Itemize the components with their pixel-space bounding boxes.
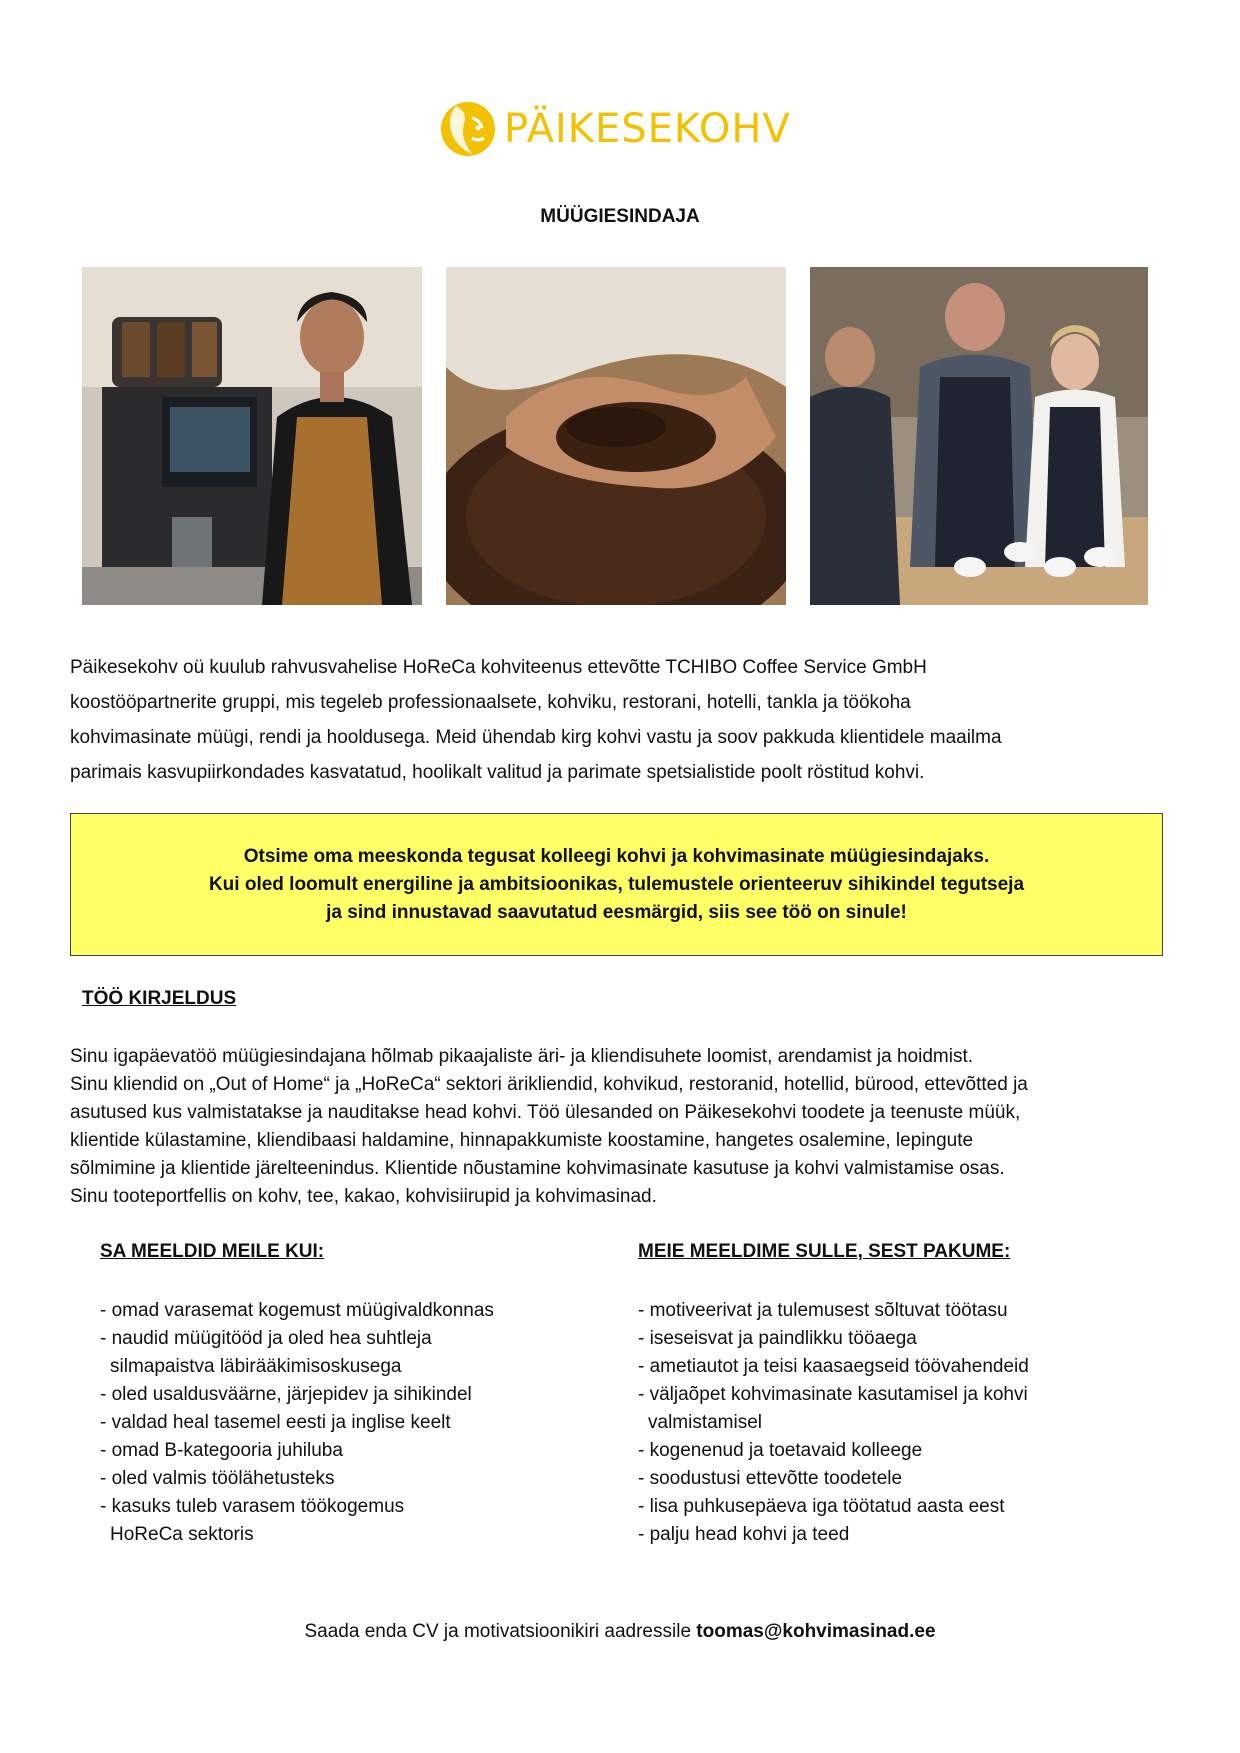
description-line: klientide külastamine, kliendibaasi haldamine, hinnapakkumiste koostamine, hangetes osalemine, lepingute bbox=[70, 1130, 974, 1151]
list-item: - lisa puhkusepäeva iga töötatud aasta eest bbox=[638, 1496, 1005, 1517]
highlight-line: ja sind innustavad saavutatud eesmärgid, siis see töö on sinule! bbox=[326, 901, 907, 923]
description-line: sõlmimine ja klientide järelteenindus. Klientide nõustamine kohvimasinate kasutuse ja kohvi valmistamise osas. bbox=[70, 1158, 1005, 1179]
list-item: - iseseisvat ja paindlikku tööaega bbox=[638, 1328, 917, 1349]
description-line: Sinu tooteportfellis on kohv, tee, kakao, kohvisiirupid ja kohvimasinad. bbox=[70, 1186, 657, 1207]
contact-email[interactable]: toomas@kohvimasinad.ee bbox=[696, 1621, 936, 1642]
requirements-list bbox=[100, 1297, 580, 1549]
sun-face-logo-icon bbox=[438, 98, 498, 160]
highlight-line: Otsime oma meeskonda tegusat kolleegi kohvi ja kohvimasinate müügiesindajaks. bbox=[243, 845, 990, 867]
list-item: - motiveerivat ja tulemusest sõltuvat töötasu bbox=[638, 1300, 1008, 1321]
list-item: - kasuks tuleb varasem töökogemus bbox=[100, 1496, 405, 1517]
list-item: - väljaõpet kohvimasinate kasutamisel ja kohvi bbox=[638, 1384, 1028, 1405]
requirements-heading: SA MEELDID MEILE KUI: bbox=[100, 1241, 325, 1262]
list-item: - palju head kohvi ja teed bbox=[638, 1524, 850, 1545]
page-title: MÜÜGIESINDAJA bbox=[540, 206, 700, 227]
contact-footer bbox=[0, 1621, 1240, 1643]
barista-coffee-machine-photo bbox=[82, 267, 422, 605]
list-item: - oled usaldusväärne, järjepidev ja sihikindel bbox=[100, 1384, 472, 1405]
list-item-continuation: silmapaistva läbirääkimisoskusega bbox=[110, 1356, 402, 1377]
highlight-box bbox=[70, 813, 1163, 956]
contact-text: Saada enda CV ja motivatsioonikiri aadressile bbox=[304, 1621, 697, 1642]
offers-heading: MEIE MEELDIME SULLE, SEST PAKUME: bbox=[638, 1241, 1011, 1262]
intro-line: koostööpartnerite gruppi, mis tegeleb professionaalsete, kohviku, restorani, hotelli, tankla ja töökoha bbox=[70, 692, 911, 713]
logo-text: PÄIKESEKOHV bbox=[504, 106, 791, 152]
list-item: - oled valmis töölähetusteks bbox=[100, 1468, 335, 1489]
intro-line: kohvimasinate müügi, rendi ja hooldusega. Meid ühendab kirg kohvi vastu ja soov pakkuda klientidele maailma bbox=[70, 727, 1002, 748]
list-item-continuation: valmistamisel bbox=[648, 1412, 763, 1433]
list-item: - omad varasemat kogemust müügivaldkonnas bbox=[100, 1300, 494, 1321]
list-item: - omad B-kategooria juhiluba bbox=[100, 1440, 343, 1461]
highlight-line: Kui oled loomult energiline ja ambitsioonikas, tulemustele orienteeruv sihikindel tegutseja bbox=[208, 873, 1025, 895]
company-logo bbox=[438, 96, 798, 162]
intro-line: Päikesekohv oü kuulub rahvusvahelise HoReCa kohviteenus ettevõtte TCHIBO Coffee Service GmbH bbox=[70, 657, 927, 678]
description-line: Sinu kliendid on „Out of Home“ ja „HoReCa“ sektori ärikliendid, kohvikud, restoranid, hotellid, bürood, ettevõtted ja bbox=[70, 1074, 1028, 1095]
list-item: - naudid müügitööd ja oled hea suhtleja bbox=[100, 1328, 432, 1349]
list-item: - valdad heal tasemel eesti ja inglise keelt bbox=[100, 1412, 451, 1433]
description-line: asutused kus valmistatakse ja nauditakse head kohvi. Töö ülesanded on Päikesekohvi toodete ja teenuste müük, bbox=[70, 1102, 1021, 1123]
list-item: - ametiautot ja teisi kaasaegseid töövahendeid bbox=[638, 1356, 1029, 1377]
list-item-continuation: HoReCa sektoris bbox=[110, 1524, 254, 1545]
description-line: Sinu igapäevatöö müügiesindajana hõlmab pikaajaliste äri- ja kliendisuhete loomist, arendamist ja hoidmist. bbox=[70, 1046, 974, 1067]
intro-paragraph bbox=[70, 650, 1170, 790]
list-item: - soodustusi ettevõtte toodetele bbox=[638, 1468, 903, 1489]
offers-list bbox=[638, 1297, 1168, 1549]
job-description-text bbox=[70, 1043, 1180, 1211]
job-description-heading: TÖÖ KIRJELDUS bbox=[82, 988, 237, 1009]
coffee-beans-hands-photo bbox=[446, 267, 786, 605]
list-item: - kogenenud ja toetavaid kolleege bbox=[638, 1440, 923, 1461]
intro-line: parimais kasvupiirkondades kasvatatud, hoolikalt valitud ja parimate spetsialistide poolt röstitud kohvi. bbox=[70, 762, 925, 783]
tchibo-team-photo bbox=[810, 267, 1148, 605]
